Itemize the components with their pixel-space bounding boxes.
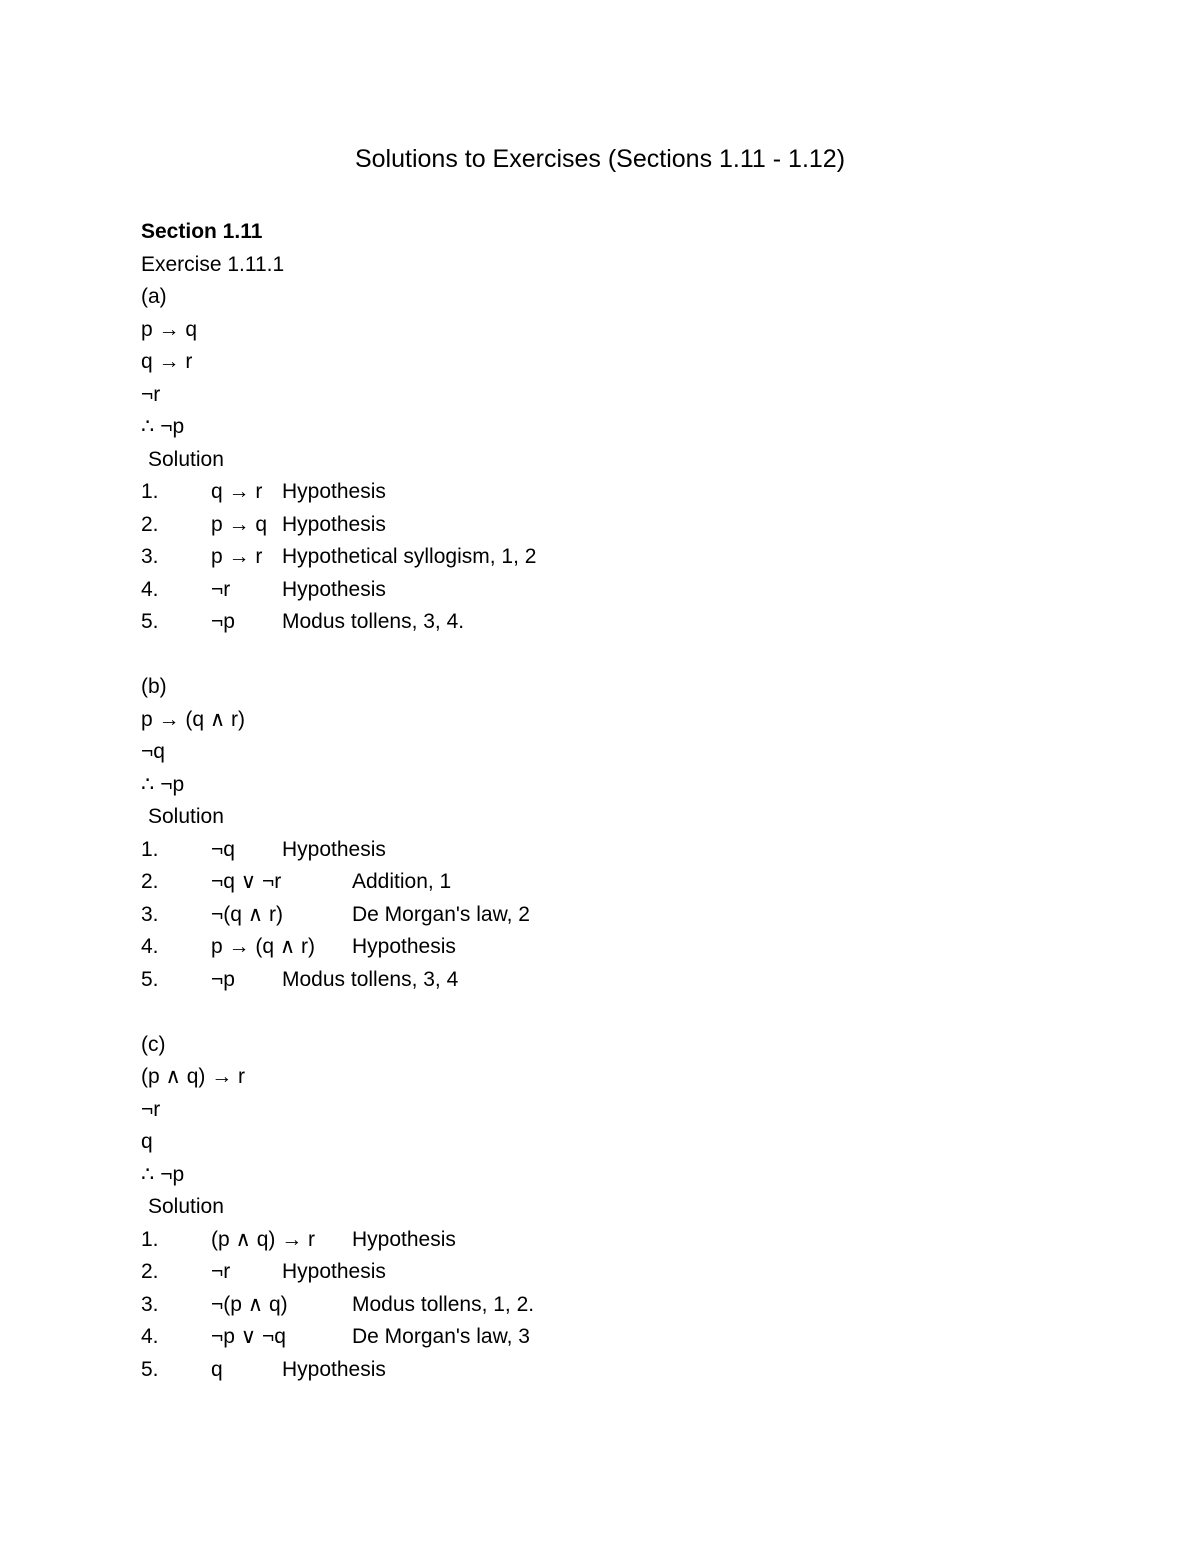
exercise-label: Exercise 1.11.1 <box>141 252 285 276</box>
solution-label: Solution <box>148 447 224 471</box>
step-expression: ¬p ∨ ¬q <box>211 1325 286 1348</box>
premise: ¬q <box>141 740 165 763</box>
conclusion: ∴ ¬p <box>141 772 185 796</box>
step-number: 5. <box>141 967 159 991</box>
proof-step <box>141 541 1041 574</box>
step-reason: De Morgan's law, 3 <box>352 1325 530 1348</box>
step-number: 1. <box>141 837 159 861</box>
step-expression: p → r <box>211 545 263 568</box>
spacer <box>141 996 1041 1029</box>
step-reason: Hypothesis <box>282 512 386 536</box>
step-expression: (p ∧ q) → r <box>211 1227 316 1251</box>
proof-step <box>141 1256 1041 1289</box>
proof-step <box>141 931 1041 964</box>
step-number: 3. <box>141 1292 159 1316</box>
proof-step <box>141 1289 1041 1322</box>
step-number: 4. <box>141 577 159 601</box>
part-label: (b) <box>141 675 167 698</box>
part-label: (a) <box>141 285 167 308</box>
proof-step <box>141 899 1041 932</box>
step-expression: ¬p <box>211 967 235 991</box>
step-reason: Hypothesis <box>282 837 386 861</box>
step-reason: Modus tollens, 3, 4 <box>282 967 459 991</box>
step-expression: ¬q ∨ ¬r <box>211 870 282 893</box>
page-title: Solutions to Exercises (Sections 1.11 - 1.12) <box>354 145 846 173</box>
step-expression: p → (q ∧ r) <box>211 935 316 958</box>
proof-step <box>141 964 1041 997</box>
step-number: 2. <box>141 512 159 536</box>
premise: ¬r <box>141 1097 161 1121</box>
step-reason: Modus tollens, 3, 4. <box>282 610 465 633</box>
proof-step <box>141 509 1041 542</box>
conclusion: ∴ ¬p <box>141 415 185 438</box>
step-expression: ¬r <box>211 577 231 601</box>
step-expression: ¬r <box>211 1260 231 1283</box>
step-reason: Hypothetical syllogism, 1, 2 <box>282 545 537 568</box>
proof-step <box>141 606 1041 639</box>
premise: q → r <box>141 350 193 373</box>
step-number: 5. <box>141 610 159 633</box>
proof-step <box>141 1354 1041 1387</box>
step-reason: Hypothesis <box>282 577 386 601</box>
exercise-part-b <box>141 671 1041 996</box>
step-reason: Modus tollens, 1, 2. <box>352 1292 535 1316</box>
exercise-part-c <box>141 1029 1041 1387</box>
step-reason: Hypothesis <box>282 480 386 503</box>
step-expression: q <box>211 1357 223 1381</box>
solution-label: Solution <box>148 805 224 828</box>
step-expression: ¬q <box>211 837 235 861</box>
step-number: 1. <box>141 1227 159 1251</box>
step-expression: q → r <box>211 480 263 503</box>
step-reason: Addition, 1 <box>352 870 452 893</box>
step-number: 2. <box>141 870 159 893</box>
conclusion: ∴ ¬p <box>141 1162 185 1186</box>
step-reason: Hypothesis <box>282 1260 386 1283</box>
proof-step <box>141 1321 1041 1354</box>
exercise-part-a <box>141 281 1041 639</box>
step-number: 4. <box>141 1325 159 1348</box>
step-expression: ¬p <box>211 610 235 633</box>
step-reason: Hypothesis <box>352 935 456 958</box>
proof-step <box>141 866 1041 899</box>
step-number: 1. <box>141 480 159 503</box>
step-reason: Hypothesis <box>282 1357 386 1381</box>
solution-label: Solution <box>148 1195 224 1218</box>
part-label: (c) <box>141 1032 166 1056</box>
proof-step <box>141 834 1041 867</box>
premise: (p ∧ q) → r <box>141 1065 246 1088</box>
step-reason: Hypothesis <box>352 1227 456 1251</box>
premise: p → q <box>141 317 198 341</box>
step-number: 5. <box>141 1357 159 1381</box>
step-expression: p → q <box>211 512 268 536</box>
premise: ¬r <box>141 382 161 406</box>
step-number: 2. <box>141 1260 159 1283</box>
step-number: 4. <box>141 935 159 958</box>
step-number: 3. <box>141 902 159 926</box>
section-heading: Section 1.11 <box>141 220 263 243</box>
proof-step <box>141 1224 1041 1257</box>
spacer <box>141 639 1041 672</box>
premise: q <box>141 1130 153 1153</box>
premise: p → (q ∧ r) <box>141 707 246 731</box>
proof-step <box>141 574 1041 607</box>
step-number: 3. <box>141 545 159 568</box>
proof-step <box>141 476 1041 509</box>
step-reason: De Morgan's law, 2 <box>352 902 530 926</box>
step-expression: ¬(q ∧ r) <box>211 902 283 926</box>
document-body <box>141 216 1041 1386</box>
step-expression: ¬(p ∧ q) <box>211 1292 288 1316</box>
